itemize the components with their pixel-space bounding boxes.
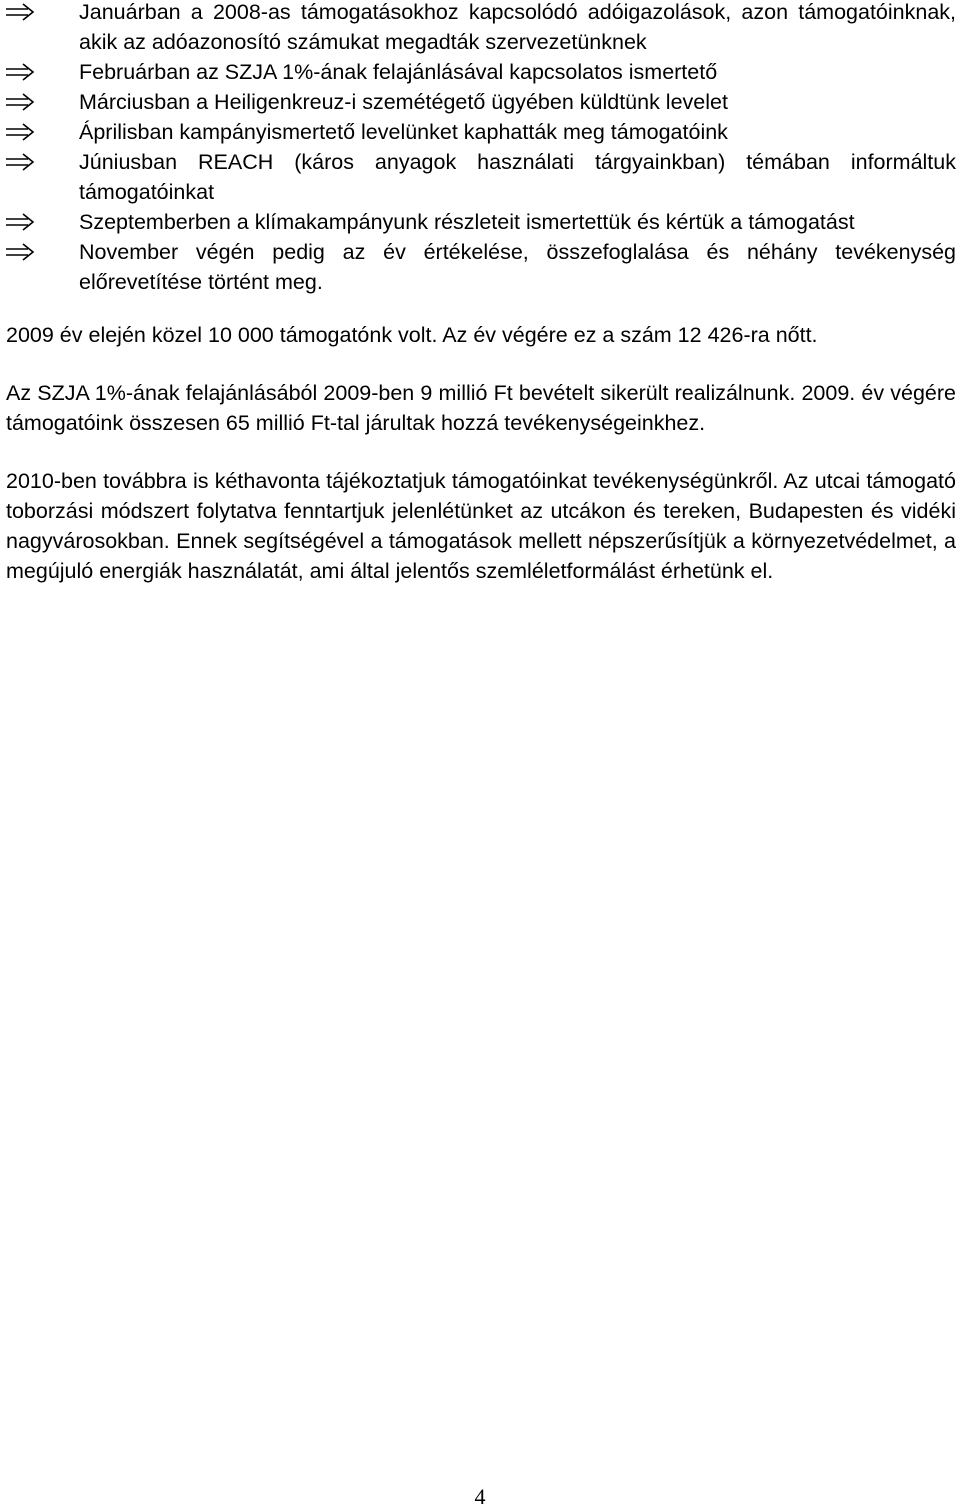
list-item-text: Júniusban REACH (káros anyagok használati tárgyainkban) témában informáltuk támogatóinkat bbox=[79, 150, 956, 204]
list-item-text: Februárban az SZJA 1%-ának felajánlásával kapcsolatos ismertető bbox=[79, 60, 718, 84]
list-item bbox=[6, 87, 956, 117]
list-item bbox=[6, 117, 956, 147]
bullet-list bbox=[6, 0, 956, 297]
paragraph-plans-2010: 2010-ben továbbra is kéthavonta tájékoztatjuk támogatóinkat tevékenységünkről. Az utcai támogató toborzási módszert folytatva fenntartjuk jelenlétünket az utcákon és tereken, Budapesten és vidéki nagyvárosokban. Ennek segítségével a támogatások mellett népszerűsítjük a környezetvédelmet, a megújuló energiák használatát, ami által jelentős szemléletformálást érhetünk el. bbox=[6, 469, 956, 583]
double-right-arrow-icon bbox=[6, 93, 36, 111]
list-item bbox=[6, 147, 956, 207]
list-item bbox=[6, 207, 956, 237]
double-right-arrow-icon bbox=[6, 243, 36, 261]
list-item-text: Márciusban a Heiligenkreuz-i szemétégető ügyében küldtünk levelet bbox=[79, 90, 728, 114]
double-right-arrow-icon bbox=[6, 63, 36, 81]
double-right-arrow-icon bbox=[6, 3, 36, 21]
list-item-text: Áprilisban kampányismertető levelünket kaphatták meg támogatóink bbox=[79, 120, 728, 144]
list-item bbox=[6, 57, 956, 87]
paragraph-supporters: 2009 év elején közel 10 000 támogatónk volt. Az év végére ez a szám 12 426-ra nőtt. bbox=[6, 323, 818, 347]
double-right-arrow-icon bbox=[6, 213, 36, 231]
list-item bbox=[6, 237, 956, 297]
double-right-arrow-icon bbox=[6, 123, 36, 141]
double-right-arrow-icon bbox=[6, 153, 36, 171]
list-item bbox=[6, 0, 956, 57]
list-item-text: Szeptemberben a klímakampányunk részleteit ismertettük és kértük a támogatást bbox=[79, 210, 855, 234]
list-item-text: Januárban a 2008-as támogatásokhoz kapcsolódó adóigazolások, azon támogatóinknak, akik az adóazonosító számukat megadták szervezetünknek bbox=[79, 0, 956, 54]
page-number: 4 bbox=[474, 1484, 486, 1509]
paragraph-income: Az SZJA 1%-ának felajánlásából 2009-ben 9 millió Ft bevételt sikerült realizálnunk. 2009. év végére támogatóink összesen 65 millió Ft-tal járultak hozzá tevékenységeinkhez. bbox=[6, 381, 956, 435]
document-body bbox=[6, 0, 956, 586]
list-item-text: November végén pedig az év értékelése, összefoglalása és néhány tevékenység előrevetítése történt meg. bbox=[79, 240, 956, 294]
